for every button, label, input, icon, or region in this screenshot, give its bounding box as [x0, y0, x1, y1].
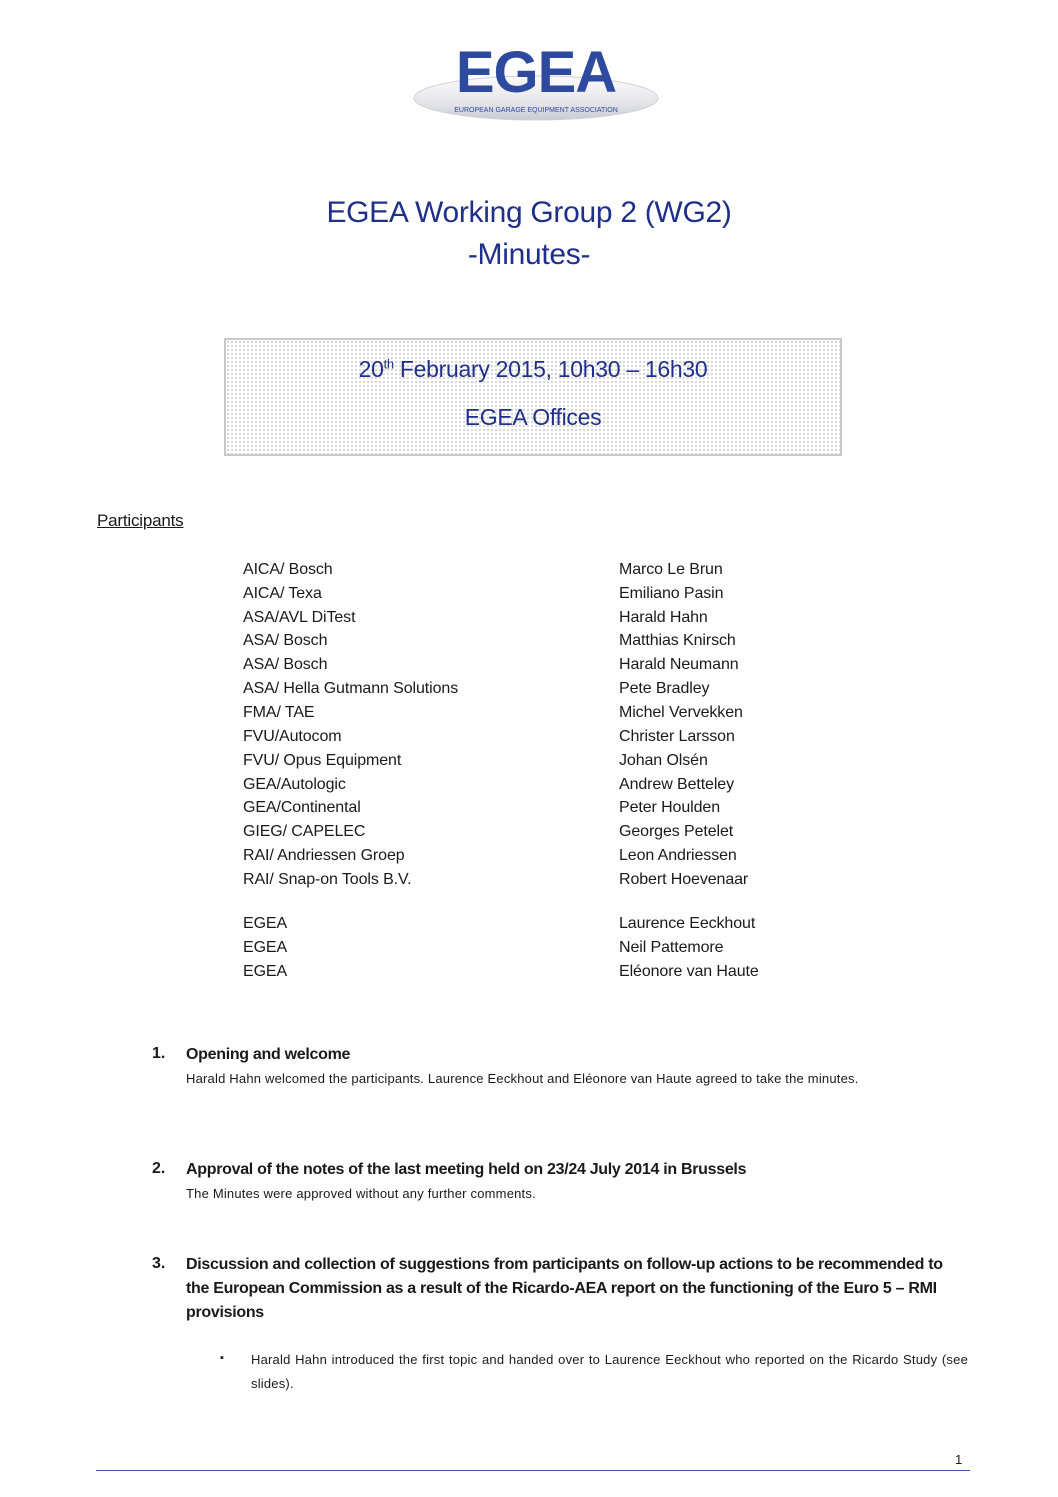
section-title-opening: Opening and welcome: [186, 1046, 351, 1063]
section-number: 3.: [152, 1255, 166, 1272]
participant-org: RAI/ Snap-on Tools B.V.: [243, 871, 412, 888]
participant-org: ASA/ Bosch: [243, 632, 328, 649]
participant-org: FMA/ TAE: [243, 704, 315, 721]
participant-name: Pete Bradley: [619, 680, 710, 697]
staff-name: Eléonore van Haute: [619, 963, 759, 980]
participant-org: ASA/ Bosch: [243, 656, 328, 673]
bullet-marker: ▪: [220, 1352, 224, 1364]
participant-name: Harald Hahn: [619, 609, 708, 626]
participant-name: Robert Hoevenaar: [619, 871, 749, 888]
logo-subtitle: EUROPEAN GARAGE EQUIPMENT ASSOCIATION: [454, 107, 618, 114]
participant-org: GEA/Continental: [243, 799, 361, 816]
participant-name: Christer Larsson: [619, 728, 735, 745]
participant-org: GIEG/ CAPELEC: [243, 823, 366, 840]
participant-name: Marco Le Brun: [619, 561, 723, 578]
section-text-opening: Harald Hahn welcomed the participants. Laurence Eeckhout and Eléonore van Haute agreed to take the minutes.: [186, 1071, 859, 1086]
section-number: 1.: [152, 1045, 166, 1062]
page-number: 1: [955, 1452, 963, 1467]
participant-name: Michel Vervekken: [619, 704, 743, 721]
participant-name: Harald Neumann: [619, 656, 739, 673]
meeting-date-rest: February 2015, 10h30 – 16h30: [393, 356, 708, 382]
participant-org: RAI/ Andriessen Groep: [243, 847, 405, 864]
staff-name: Laurence Eeckhout: [619, 915, 756, 932]
participant-org: FVU/ Opus Equipment: [243, 752, 402, 769]
meeting-info-box: [224, 338, 842, 456]
meeting-location: EGEA Offices: [464, 404, 602, 430]
participant-org: AICA/ Bosch: [243, 561, 333, 578]
meeting-date-day: 20: [358, 356, 384, 382]
participant-name: Johan Olsén: [619, 752, 708, 769]
section-number: 2.: [152, 1160, 166, 1177]
bullet-text: Harald Hahn introduced the first topic and handed over to Laurence Eeckhout who reported on the Ricardo Study (see slides).: [251, 1352, 968, 1391]
document-title: EGEA Working Group 2 (WG2): [326, 196, 732, 229]
document-subtitle: -Minutes-: [467, 238, 591, 271]
participant-org: GEA/Autologic: [243, 776, 346, 793]
section-title-approval: Approval of the notes of the last meeting held on 23/24 July 2014 in Brussels: [186, 1161, 747, 1178]
staff-org: EGEA: [243, 939, 288, 956]
staff-name: Neil Pattemore: [619, 939, 724, 956]
meeting-date-suffix: th: [383, 356, 394, 372]
participant-name: Emiliano Pasin: [619, 585, 724, 602]
egea-logo: [412, 40, 660, 122]
participant-name: Matthias Knirsch: [619, 632, 736, 649]
participant-org: ASA/AVL DiTest: [243, 609, 356, 626]
footer-divider: [96, 1470, 970, 1471]
participant-name: Peter Houlden: [619, 799, 720, 816]
staff-org: EGEA: [243, 915, 288, 932]
section-title-discussion: Discussion and collection of suggestions from participants on follow-up actions to be recommended to the European Commission as a result of the Ricardo-AEA report on the functioning of the Euro 5 – RMI provisions: [186, 1256, 943, 1321]
participant-org: FVU/Autocom: [243, 728, 342, 745]
participant-name: Georges Petelet: [619, 823, 734, 840]
participant-name: Leon Andriessen: [619, 847, 737, 864]
staff-org: EGEA: [243, 963, 288, 980]
participant-name: Andrew Betteley: [619, 776, 735, 793]
participant-org: AICA/ Texa: [243, 585, 322, 602]
participants-heading: Participants: [97, 511, 184, 530]
logo-wordmark: EGEA: [455, 40, 617, 105]
participant-org: ASA/ Hella Gutmann Solutions: [243, 680, 459, 697]
section-text-approval: The Minutes were approved without any further comments.: [186, 1186, 536, 1201]
meeting-date: [226, 356, 840, 383]
